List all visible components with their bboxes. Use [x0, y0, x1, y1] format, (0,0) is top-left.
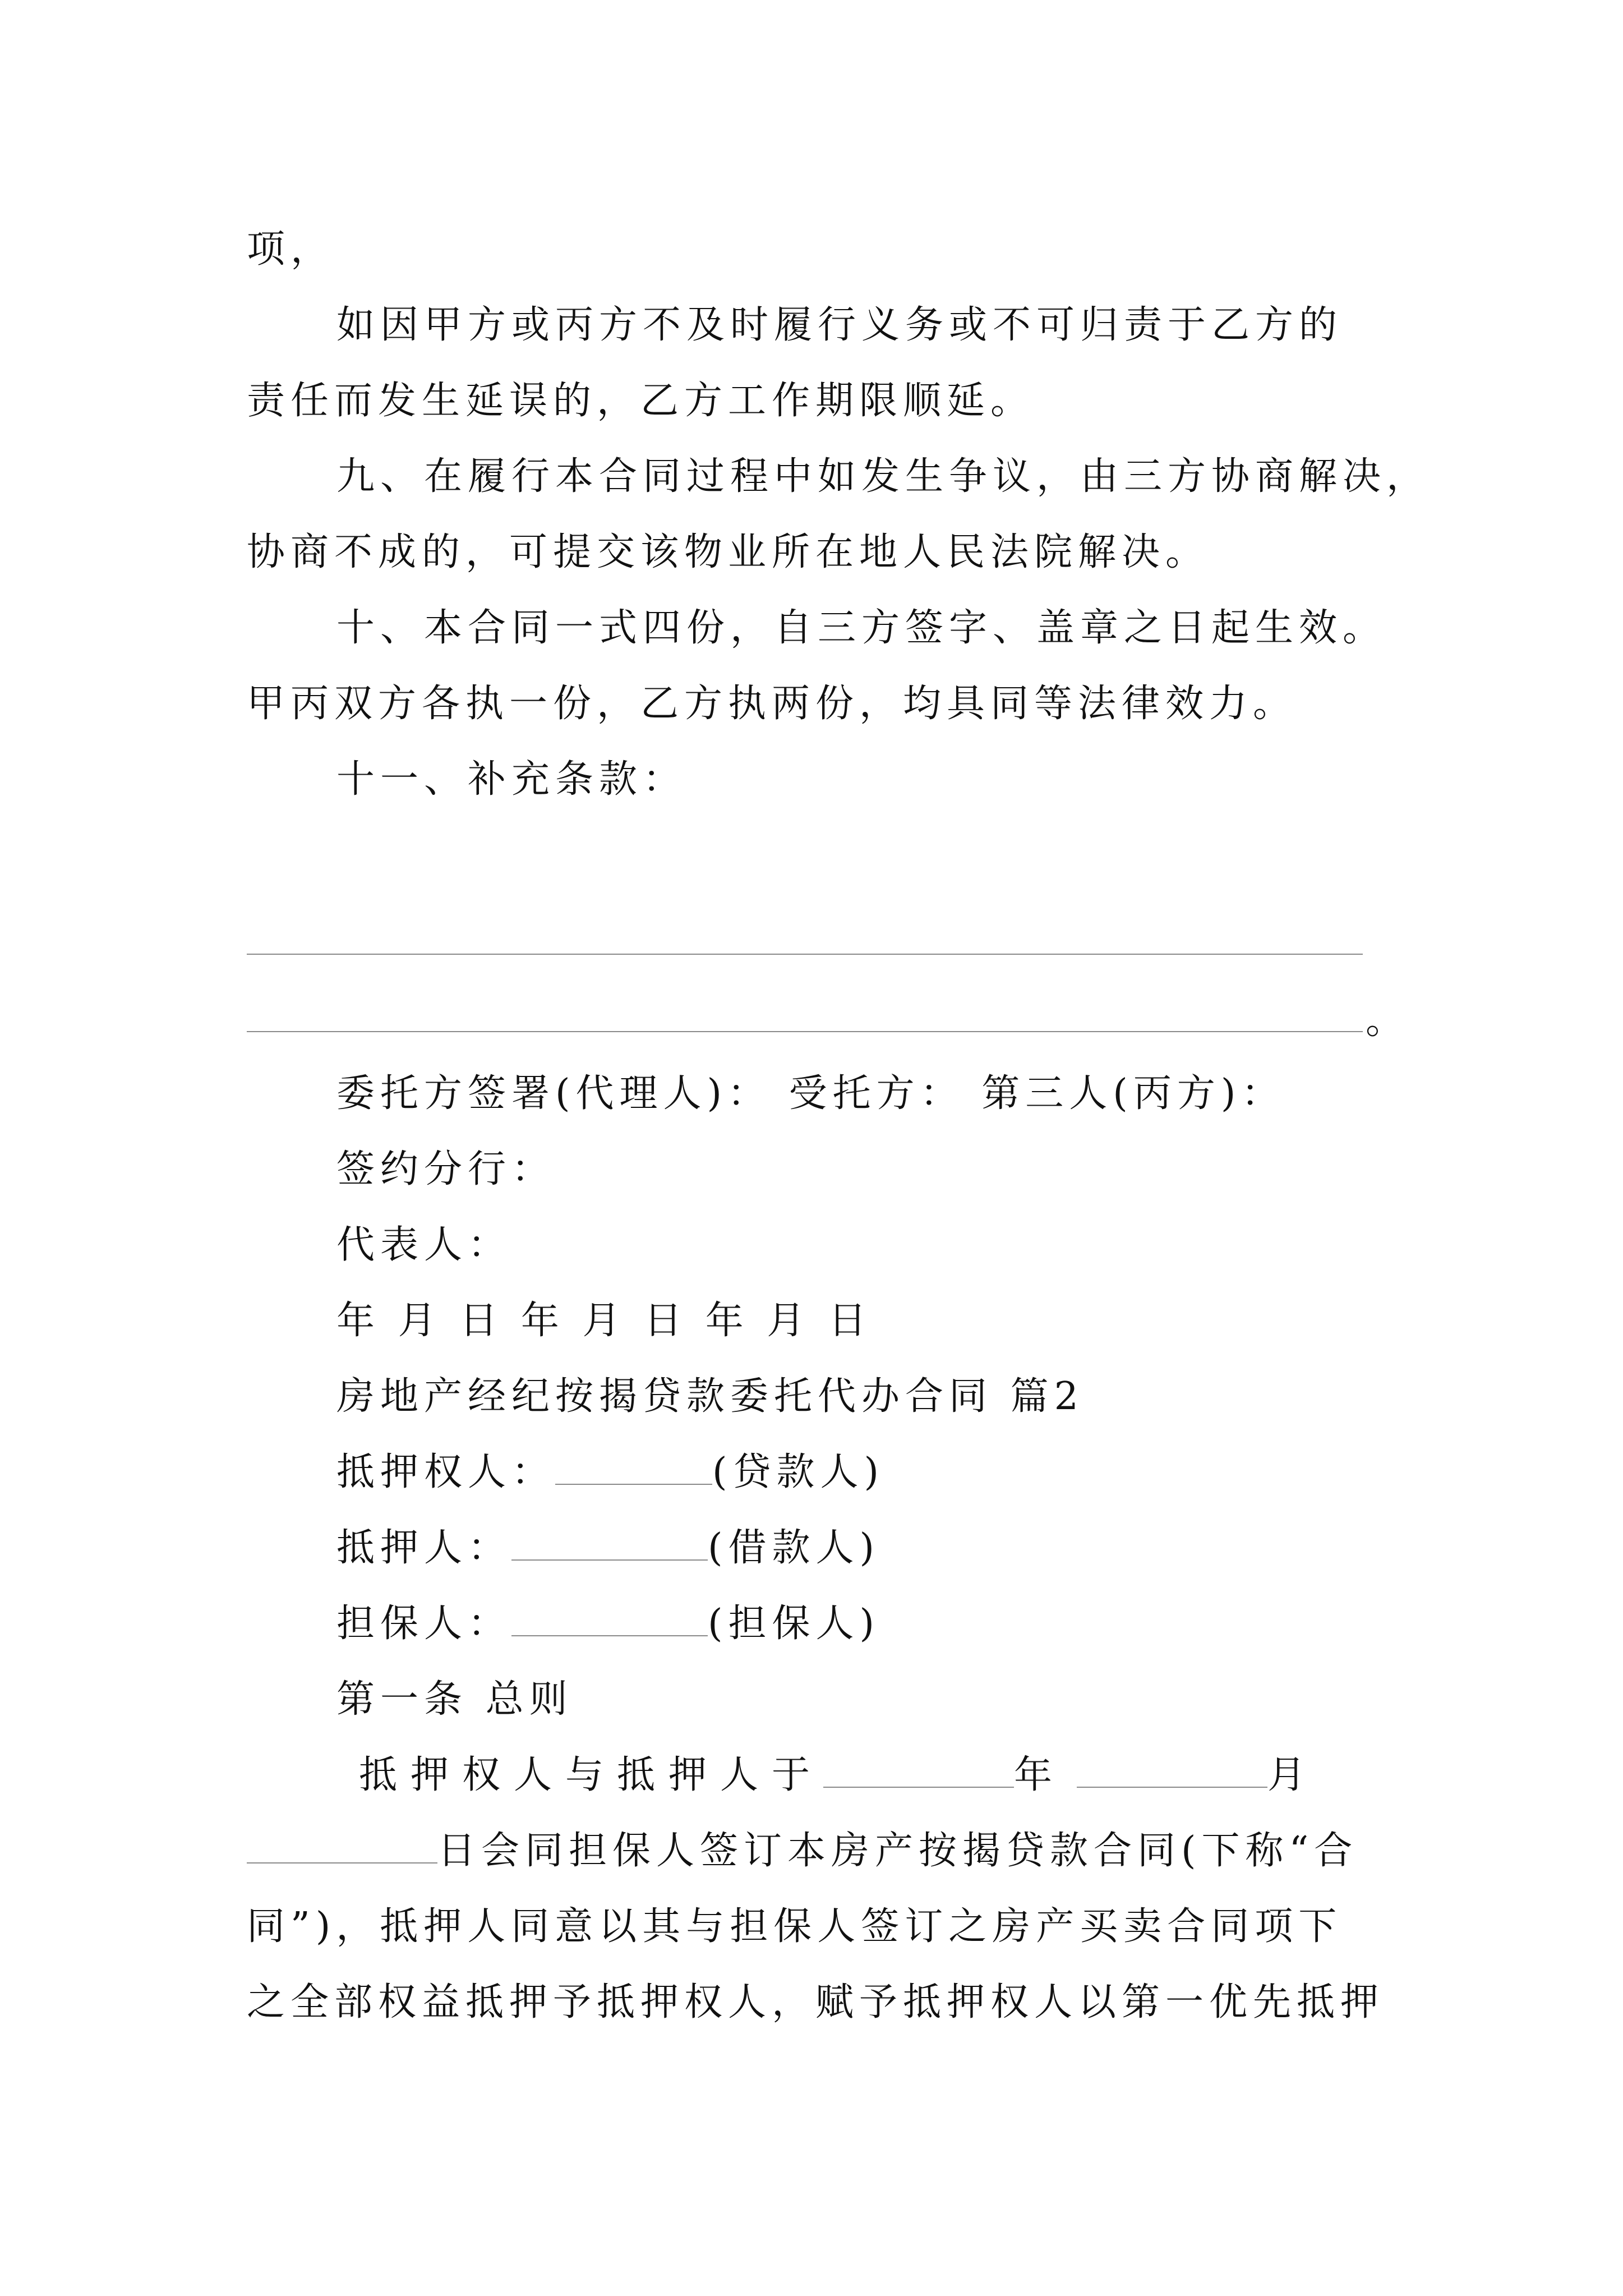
party-line — [336, 1520, 880, 1576]
fill-in-blank — [511, 1525, 708, 1561]
document-title: 房地产经纪按揭贷款委托代办合同 篇2 — [336, 1374, 1084, 1419]
text-line: 九、在履行本合同过程中如发生争议，由三方协商解决， — [336, 454, 1431, 499]
party-label: 抵押人： — [336, 1526, 512, 1570]
text-segment: 日会同担保人签订本房产按揭贷款合同(下称“合 — [437, 1829, 1358, 1873]
text-line: 代表人： — [336, 1223, 512, 1267]
blank-rule — [247, 954, 1363, 955]
fill-in-blank — [823, 1752, 1014, 1788]
text-line: 。 — [1366, 999, 1404, 1043]
text-line — [247, 1823, 1358, 1879]
text-segment: 抵押权人与抵押人于 — [359, 1753, 824, 1797]
party-line — [336, 1444, 884, 1501]
signature-line: 委托方签署(代理人)： 受托方： 第三人(丙方)： — [336, 1071, 1285, 1116]
blank-rule — [247, 1031, 1363, 1032]
party-role: (借款人) — [708, 1526, 880, 1570]
text-line: 签约分行： — [336, 1147, 556, 1191]
text-line: 之全部权益抵押予抵押权人，赋予抵押权人以第一优先抵押 — [247, 1980, 1385, 2024]
text-line: 协商不成的，可提交该物业所在地人民法院解决。 — [247, 530, 1210, 574]
party-line — [336, 1596, 880, 1652]
party-role: (担保人) — [708, 1602, 880, 1646]
text-line: 项， — [247, 227, 335, 272]
party-label: 抵押权人： — [336, 1450, 556, 1494]
fill-in-blank — [555, 1449, 712, 1485]
text-line — [359, 1747, 1319, 1803]
text-line: 十、本合同一式四份，自三方签字、盖章之日起生效。 — [336, 606, 1387, 650]
section-heading: 十一、补充条款： — [336, 757, 687, 802]
party-role: (贷款人) — [712, 1450, 885, 1494]
party-label: 担保人： — [336, 1602, 512, 1646]
date-line: 年 月 日 年 月 日 年 月 日 — [336, 1299, 872, 1343]
article-heading: 第一条 总则 — [336, 1677, 573, 1722]
fill-in-blank — [511, 1600, 708, 1636]
text-segment: 月 — [1267, 1753, 1320, 1797]
text-line: 甲丙双方各执一份，乙方执两份，均具同等法律效力。 — [247, 682, 1297, 726]
fill-in-blank — [247, 1828, 437, 1864]
fill-in-blank — [1077, 1752, 1267, 1788]
text-segment: 年 — [1014, 1753, 1066, 1797]
text-line: 同”)，抵押人同意以其与担保人签订之房产买卖合同项下 — [247, 1904, 1343, 1949]
text-line: 责任而发生延误的，乙方工作期限顺延。 — [247, 379, 1035, 423]
text-line: 如因甲方或丙方不及时履行义务或不可归责于乙方的 — [336, 303, 1343, 347]
